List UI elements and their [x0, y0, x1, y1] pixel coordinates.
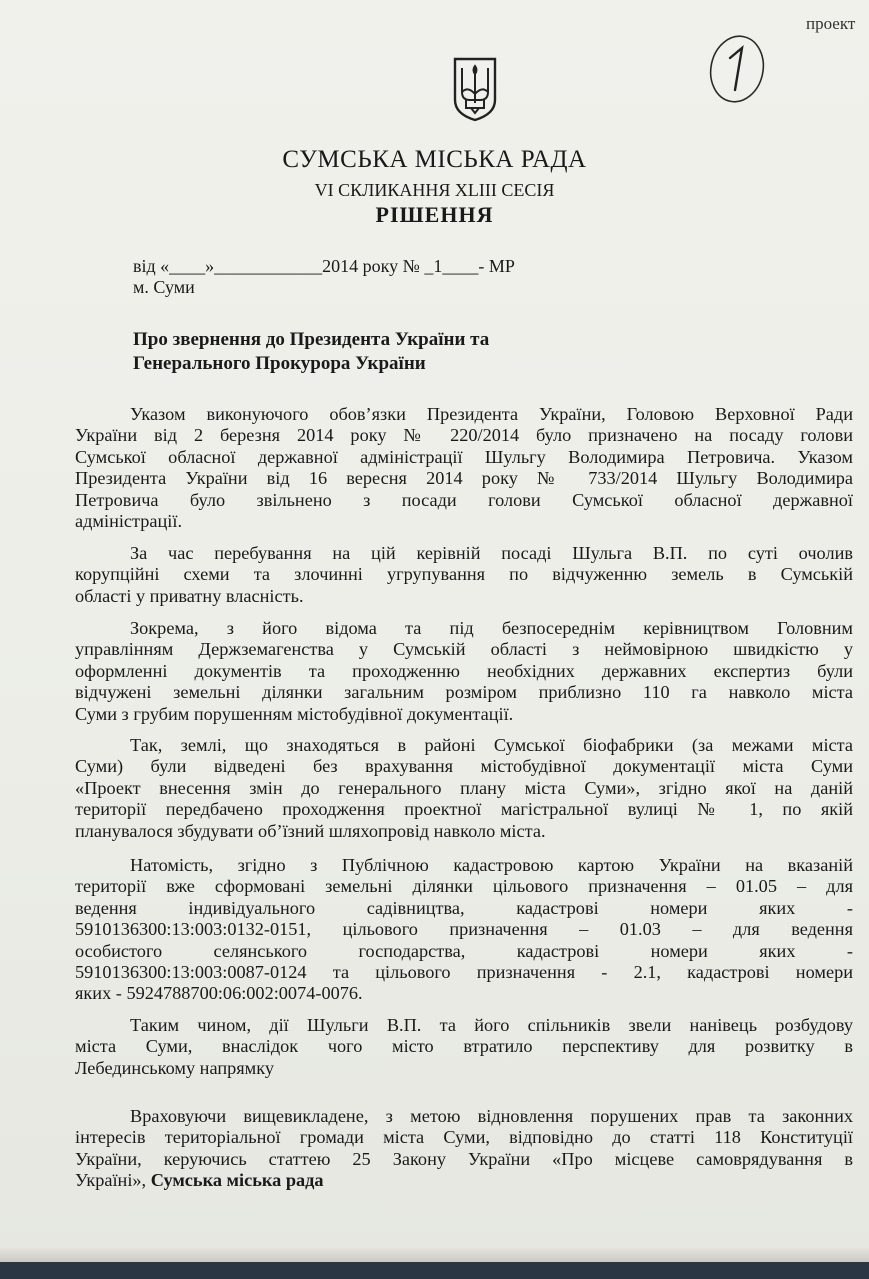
- text-line: оформленні документів та проходженню необхідних державних експертиз були: [75, 660, 853, 681]
- text-line: адміністрації.: [75, 511, 183, 532]
- page-shadow: [0, 1262, 869, 1279]
- text-line: Лебединському напрямку: [75, 1057, 274, 1078]
- city-line: м. Суми: [133, 277, 195, 297]
- text-line: Президента України від 16 вересня 2014 року № 733/2014 Шульгу Володимира: [75, 468, 853, 489]
- text-line: відчужені земельні ділянки загальним розміром приблизно 110 га навколо міста: [75, 682, 853, 703]
- text-line: України від 2 березня 2014 року № 220/2014 було призначено на посаду голови: [75, 425, 853, 446]
- text-line: Сумської обласної державної адміністрації Шульгу Володимира Петровича. Указом: [75, 446, 853, 467]
- paragraph-biofactory: [75, 735, 853, 842]
- text-line: Враховуючи вищевикладене, з метою відновлення порушених прав та законних: [130, 1106, 853, 1126]
- paragraph-consequences: [75, 1015, 853, 1079]
- text-line: Суми) були відведені без врахування містобудівної документації міста Суми: [75, 756, 853, 777]
- closing-bold-text: Сумська міська рада: [150, 1170, 324, 1191]
- text-line: Таким чином, дії Шульги В.П. та його спільників звели нанівець розбудову: [130, 1015, 853, 1035]
- paragraph-considering: [75, 1106, 853, 1192]
- text-line: міста Суми, внаслідок чого місто втратило перспективу для розвитку в: [75, 1036, 853, 1057]
- text-line: інтересів територіальної громади міста Суми, відповідно до статті 118 Конституції: [75, 1127, 853, 1148]
- paragraph-land-alienation: [75, 618, 853, 725]
- text-line: України, керуючись статтею 25 Закону України «Про місцеве самоврядування в: [75, 1148, 853, 1169]
- text-line: Так, землі, що знаходяться в районі Сумської біофабрики (за межами міста: [130, 735, 853, 755]
- date-number-line: від «____»____________2014 року № _1____- МР: [133, 256, 515, 276]
- text-line: території передбачено проходження проектної магістральної вулиці № 1, по якій: [75, 799, 853, 820]
- subject-line: Про звернення до Президента України та: [133, 329, 490, 350]
- text-line: території вже сформовані земельні ділянки цільового призначення – 01.05 – для: [75, 876, 853, 897]
- paragraph-corruption: [75, 543, 853, 607]
- text-line: Натомість, згідно з Публічною кадастровою картою України на вказаній: [130, 855, 853, 875]
- text-line: ведення індивідуального садівництва, кадастрові номери яких -: [75, 897, 853, 918]
- text-line: області у приватну власність.: [75, 585, 304, 606]
- text-line: Указом виконуючого обов’язки Президента України, Головою Верховної Ради: [130, 404, 853, 424]
- project-note: проект: [806, 14, 856, 33]
- text-line: Суми з грубим порушенням містобудівної документації.: [75, 703, 514, 724]
- text-line: особистого селянського господарства, кадастрові номери яких -: [75, 940, 853, 961]
- text-line: корупційні схеми та злочинні угрупування по відчуженню земель в Сумській: [75, 564, 853, 585]
- subject-line: Генерального Прокурора України: [133, 353, 426, 374]
- text-line: Зокрема, з його відома та під безпосереднім керівництвом Головним: [130, 618, 853, 638]
- text-line: «Проект внесення змін до генерального плану міста Суми», згідно якої на даній: [75, 777, 853, 798]
- session-line: VI СКЛИКАННЯ XLIII СЕСІЯ: [314, 180, 555, 200]
- text-fragment: Україні»,: [75, 1170, 147, 1191]
- ukraine-trident-emblem-icon: [452, 56, 498, 122]
- text-line: планувалося збудувати об’їзний шляхопровід навколо міста.: [75, 820, 546, 841]
- paragraph-cadastral: [75, 855, 853, 1005]
- handwritten-circled-number: [708, 30, 766, 104]
- paragraph-appointment: [75, 404, 853, 532]
- text-line: Петровича було звільнено з посади голови Сумської обласної державної: [75, 489, 853, 510]
- text-line: управлінням Держземагенства у Сумській області з неймовірною швидкістю у: [75, 639, 853, 660]
- decision-subject: [133, 328, 489, 376]
- text-line: 5910136300:13:003:0087-0124 та цільового призначення - 2.1, кадастрові номери: [75, 962, 853, 983]
- page-bottom-edge: [0, 1248, 869, 1262]
- text-line: [75, 1170, 853, 1191]
- council-title: СУМСЬКА МІСЬКА РАДА: [282, 146, 587, 173]
- text-line: 5910136300:13:003:0132-0151, цільового призначення – 01.03 – для ведення: [75, 919, 853, 940]
- text-line: За час перебування на цій керівній посаді Шульга В.П. по суті очолив: [130, 543, 853, 563]
- text-line: яких - 5924788700:06:002:0074-0076.: [75, 983, 363, 1004]
- decision-title: РІШЕННЯ: [375, 202, 494, 227]
